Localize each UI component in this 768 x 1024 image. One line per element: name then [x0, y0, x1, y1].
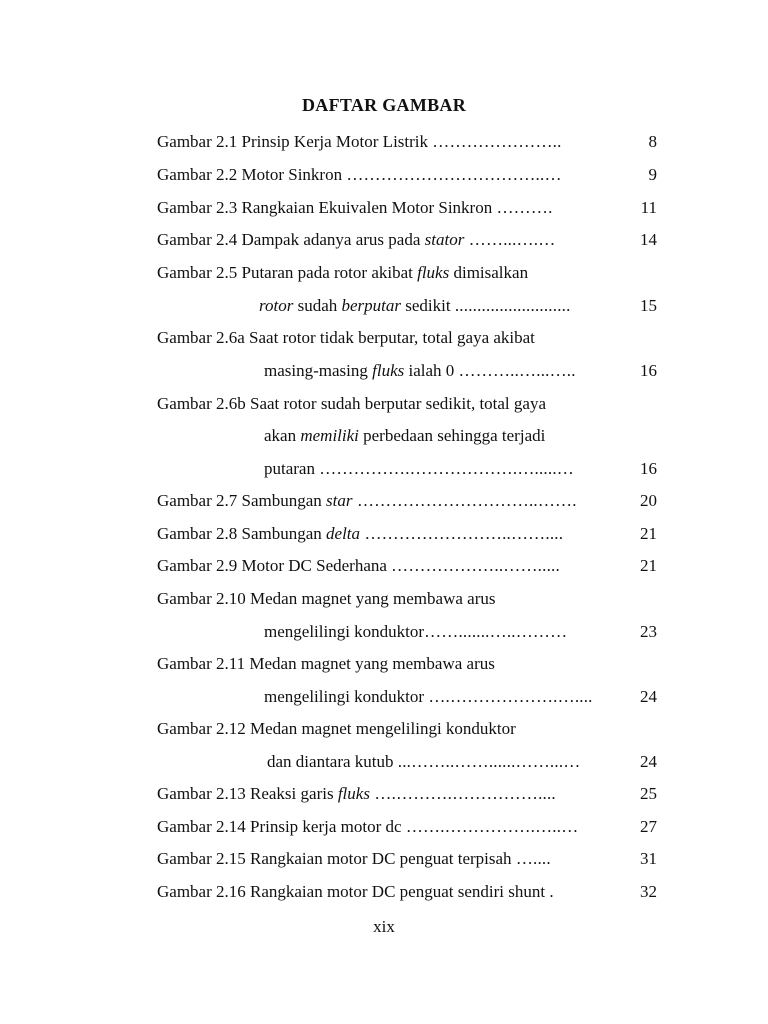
toc-entry-2-5 [157, 261, 657, 285]
toc-entry-2-8 [157, 522, 657, 546]
dot-leader: ...……..……......……...… [397, 752, 581, 771]
entry-italic-term: memiliki [300, 426, 359, 445]
dot-leader: ……………………..…….... [360, 524, 564, 543]
dot-leader: …….......…..……… [424, 622, 568, 641]
toc-entry-2-9 [157, 554, 657, 578]
toc-entry-2-6a [157, 326, 657, 350]
page-number: 15 [640, 296, 657, 315]
entry-text: sudah [293, 296, 342, 315]
entry-italic-term: fluks [417, 263, 450, 282]
toc-entry-2-1 [157, 130, 657, 154]
entry-text: dan diantara kutub [267, 752, 398, 771]
entry-text: Gambar 2.6b Saat rotor sudah berputar sedikit, total gaya [157, 394, 546, 413]
entry-italic-term: stator [424, 230, 465, 249]
toc-entry-2-14 [157, 815, 657, 839]
toc-entry-2-4 [157, 228, 657, 252]
toc-entry-2-3 [157, 196, 657, 220]
entry-text: mengelilingi konduktor [264, 622, 425, 641]
entry-text: Gambar 2.1 Prinsip Kerja Motor Listrik [157, 132, 433, 151]
entry-italic-term: fluks [372, 361, 405, 380]
toc-entry-2-6b [157, 392, 657, 416]
toc-entry-2-11-cont [264, 685, 657, 709]
entry-text: Gambar 2.8 Sambungan [157, 524, 327, 543]
toc-entry-2-7 [157, 489, 657, 513]
entry-text: masing-masing [264, 361, 373, 380]
page-number: 21 [640, 524, 657, 543]
entry-italic-term: star [326, 491, 353, 510]
entry-text: Gambar 2.11 Medan magnet yang membawa arus [157, 654, 495, 673]
page-number: 27 [640, 817, 657, 836]
page-title: DAFTAR GAMBAR [301, 95, 467, 115]
entry-italic-term: berputar [341, 296, 401, 315]
page-number: 24 [640, 687, 657, 706]
toc-entry-2-12-cont [267, 750, 657, 774]
toc-entry-2-6b-cont-2 [264, 457, 657, 481]
page-number: 20 [640, 491, 657, 510]
dot-leader: …………………………..……. [352, 491, 577, 510]
dot-leader: . [549, 882, 554, 901]
entry-text: Gambar 2.12 Medan magnet mengelilingi konduktor [157, 719, 516, 738]
entry-text-cont: perbedaan sehingga terjadi [358, 426, 546, 445]
page-number: 8 [648, 132, 657, 151]
dot-leader: ………………….. [432, 132, 562, 151]
page-number: 23 [640, 622, 657, 641]
entry-text: mengelilingi konduktor [264, 687, 429, 706]
page-number: 21 [640, 556, 657, 575]
dot-leader: ….……….…………….... [369, 784, 556, 803]
dot-leader: …………….……………….….....… [319, 459, 574, 478]
entry-text: akan [264, 426, 301, 445]
toc-entry-2-16 [157, 880, 657, 904]
dot-leader: .......................... [454, 296, 571, 315]
entry-text-cont: dimisalkan [449, 263, 529, 282]
entry-text: Gambar 2.2 Motor Sinkron [157, 165, 347, 184]
page-number: 31 [640, 849, 657, 868]
entry-italic-term: fluks [337, 784, 370, 803]
entry-italic-term: delta [326, 524, 361, 543]
toc-entry-2-5-cont [259, 294, 657, 318]
entry-text-cont: sedikit [401, 296, 455, 315]
dot-leader: ….……………….….... [428, 687, 593, 706]
entry-text: Gambar 2.14 Prinsip kerja motor dc [157, 817, 406, 836]
toc-entry-2-15 [157, 847, 657, 871]
dot-leader: ………………..……..... [391, 556, 560, 575]
entry-text: putaran [264, 459, 320, 478]
entry-italic-term: rotor [259, 296, 294, 315]
entry-text: Gambar 2.7 Sambungan [157, 491, 327, 510]
entry-text-cont: ialah 0 [404, 361, 459, 380]
toc-entry-2-10 [157, 587, 657, 611]
toc-entry-2-12 [157, 717, 657, 741]
dot-leader: ………. [496, 198, 553, 217]
entry-text: Gambar 2.10 Medan magnet yang membawa arus [157, 589, 496, 608]
page-number: 9 [648, 165, 657, 184]
toc-entry-2-11 [157, 652, 657, 676]
page-number: 16 [640, 361, 657, 380]
entry-text: Gambar 2.4 Dampak adanya arus pada [157, 230, 425, 249]
entry-text: Gambar 2.16 Rangkaian motor DC penguat sendiri shunt [157, 882, 550, 901]
page-folio-number: xix [373, 917, 395, 936]
toc-entry-2-2 [157, 163, 657, 187]
page-number: 24 [640, 752, 657, 771]
page-number: 14 [640, 230, 657, 249]
toc-entry-2-6b-cont-1 [264, 424, 657, 448]
toc-entry-2-13 [157, 782, 657, 806]
page-number: 32 [640, 882, 657, 901]
dot-leader: ………..…...….. [458, 361, 576, 380]
page-number: 16 [640, 459, 657, 478]
entry-text: Gambar 2.6a Saat rotor tidak berputar, total gaya akibat [157, 328, 535, 347]
page-number: 11 [640, 198, 657, 217]
dot-leader: …….…………….…..… [405, 817, 579, 836]
dot-leader: ……………………………..… [346, 165, 562, 184]
toc-entry-2-10-cont [264, 620, 657, 644]
dot-leader: ….... [515, 849, 551, 868]
page-number: 25 [640, 784, 657, 803]
entry-text: Gambar 2.5 Putaran pada rotor akibat [157, 263, 418, 282]
entry-text: Gambar 2.15 Rangkaian motor DC penguat terpisah [157, 849, 516, 868]
entry-text: Gambar 2.9 Motor DC Sederhana [157, 556, 392, 575]
toc-entry-2-6a-cont [264, 359, 657, 383]
entry-text: Gambar 2.13 Reaksi garis [157, 784, 338, 803]
dot-leader: ……...….… [464, 230, 556, 249]
entry-text: Gambar 2.3 Rangkaian Ekuivalen Motor Sinkron [157, 198, 497, 217]
